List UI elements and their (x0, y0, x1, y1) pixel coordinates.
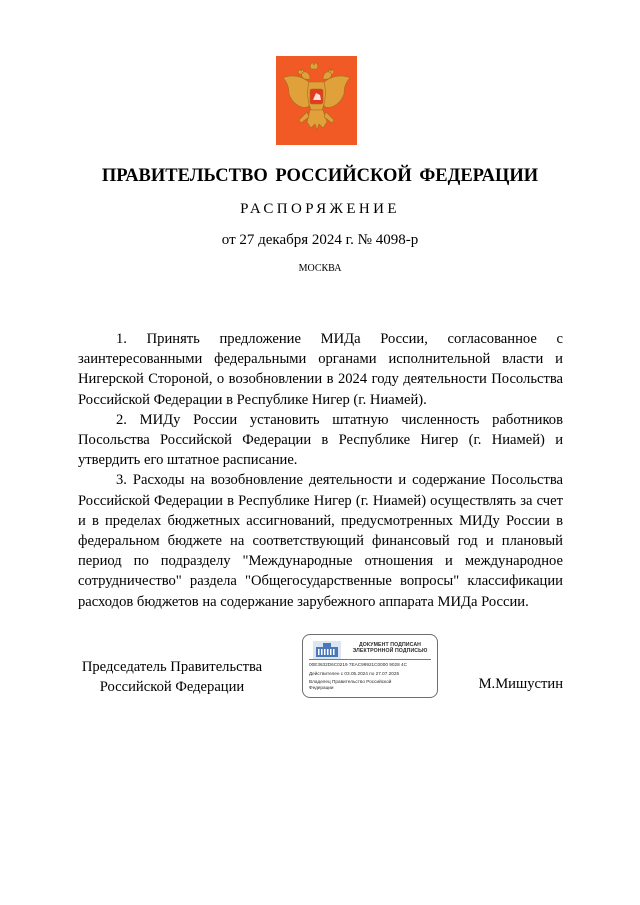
government-building-icon (313, 641, 341, 659)
e-signature-heading-line: ЭЛЕКТРОННОЙ ПОДПИСЬЮ (352, 648, 428, 655)
document-body (78, 329, 563, 612)
e-signature-owner: Федерации (309, 685, 334, 690)
signer-title-line: Российской Федерации (99, 679, 245, 695)
e-signature-certificate: 00E3632D6C0219 7EAC99921C0000 9028 4C (309, 662, 407, 667)
signer-title-line: Председатель Правительства (81, 659, 263, 675)
document-date-number: от 27 декабря 2024 г. № 4098-р (221, 232, 419, 248)
paragraph: 3. Расходы на возобновление деятельности и содержание Посольства Российской Федерации в Республике Нигер (г. Ниамей) осуществлять за счет и в пределах бюджетных ассигнований, предусмотренных МИДу России в федеральном бюджете на соответствующий финансовый год и плановый период по подразделу "Международные отношения и международное сотрудничество" раздела "Общегосударственные вопросы" классификации расходов бюджетов на содержание зарубежного аппарата МИДа России. (78, 472, 563, 610)
document-city: МОСКВА (298, 263, 342, 274)
signer-title (72, 657, 272, 697)
e-signature-divider (309, 659, 431, 660)
e-signature-heading (343, 642, 437, 655)
coat-of-arms-emblem (276, 56, 357, 145)
electronic-signature-stamp (302, 634, 438, 698)
e-signature-heading-line: ДОКУМЕНТ ПОДПИСАН (358, 642, 422, 648)
paragraph: 1. Принять предложение МИДа России, согласованное с заинтересованными федеральными органами исполнительной власти и Нигерской Стороной, о возобновлении в 2024 году деятельности Посольства Российской Федерации в Республике Нигер (г. Ниамей). (78, 331, 563, 408)
paragraph: 2. МИДу России установить штатную численность работников Посольства Российской Федерации в Республике Нигер (г. Ниамей) и утвердить его штатное расписание. (78, 411, 563, 469)
signer-name: М.Мишустин (478, 676, 563, 692)
government-title: ПРАВИТЕЛЬСТВО РОССИЙСКОЙ ФЕДЕРАЦИИ (101, 166, 539, 186)
document-type: РАСПОРЯЖЕНИЕ (240, 201, 400, 217)
e-signature-validity: Действителен с 03.05.2024 по 27.07.2025 (309, 671, 400, 676)
e-signature-owner: Владелец Правительство Российской (309, 679, 392, 684)
